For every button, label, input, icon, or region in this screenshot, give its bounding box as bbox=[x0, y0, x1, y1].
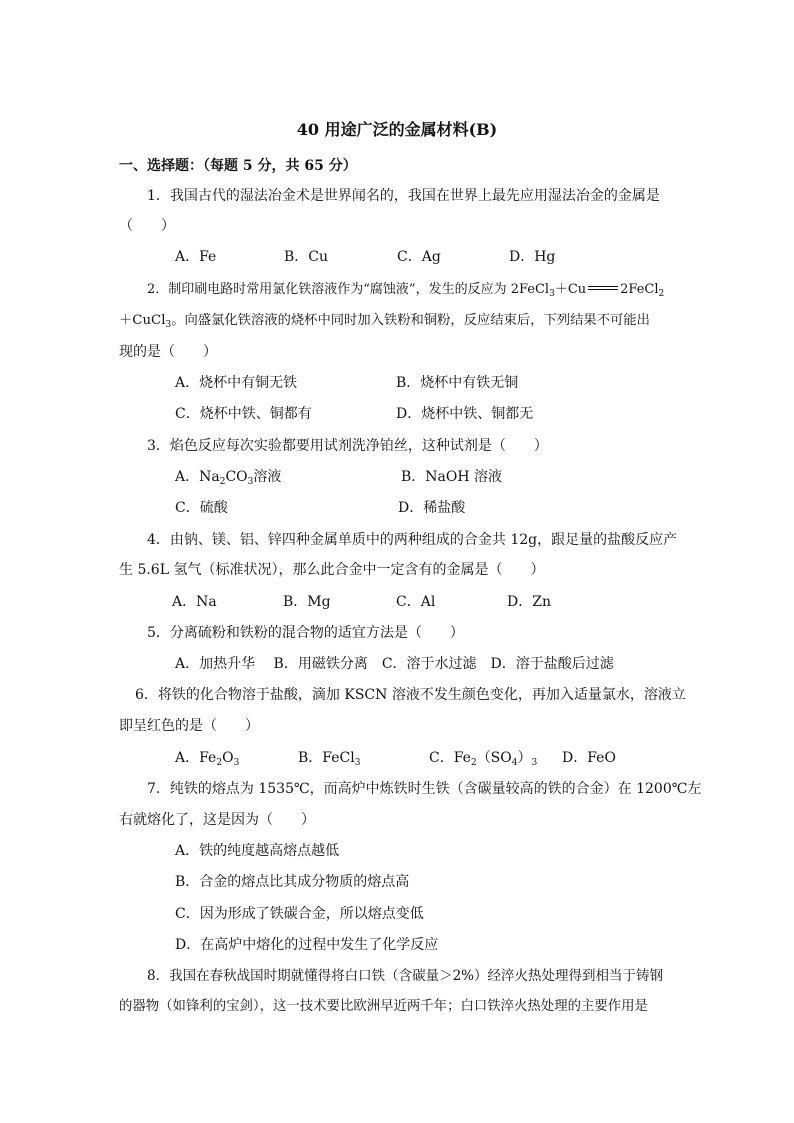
question-8-text-line1: 8．我国在春秋战国时期就懂得将白口铁（含碳量＞2%）经淬火热处理得到相当于铸钢 bbox=[147, 968, 664, 984]
question-1-option-b: B．Cu bbox=[284, 249, 329, 265]
question-1-option-c: C．Ag bbox=[397, 249, 441, 265]
question-8-text-line2: 的器物（如锋利的宝剑），这一技术要比欧洲早近两千年；白口铁淬火热处理的主要作用是 bbox=[119, 999, 648, 1014]
q6-option-part: O bbox=[222, 750, 234, 766]
q6-option-part: ） bbox=[517, 750, 532, 766]
q6-subscript: 3 bbox=[354, 758, 361, 768]
q2-text-part: 2FeCl bbox=[620, 282, 659, 297]
section-heading: 一、选择题：（每题 5 分，共 65 分） bbox=[119, 158, 357, 174]
question-4-option-b: B．Mg bbox=[283, 594, 331, 610]
q6-option-part: （SO bbox=[476, 750, 512, 766]
question-2-option-a: A．烧杯中有铜无铁 bbox=[175, 375, 298, 391]
q3-option-part: CO bbox=[225, 469, 248, 485]
question-4-option-a: A．Na bbox=[172, 594, 217, 610]
question-1-option-a: A．Fe bbox=[175, 249, 217, 265]
question-6-option-c bbox=[429, 748, 537, 768]
question-2-option-b: B．烧杯中有铁无铜 bbox=[396, 375, 519, 391]
equals-sign bbox=[588, 283, 618, 293]
q6-subscript: 2 bbox=[470, 758, 477, 768]
q3-option-part: A．Na bbox=[175, 469, 220, 485]
question-5-options: A．加热升华 B．用磁铁分离 C．溶于水过滤 D．溶于盐酸后过滤 bbox=[175, 656, 614, 672]
q2-text-part: ＋CuCl bbox=[119, 313, 166, 328]
q3-subscript: 3 bbox=[247, 477, 254, 487]
question-2-text-line3: 现的是（ ） bbox=[119, 344, 217, 360]
question-6-option-d: D．FeO bbox=[562, 750, 616, 766]
question-7-option-d: D．在高炉中熔化的过程中发生了化学反应 bbox=[175, 937, 439, 953]
question-7-text-line2: 右就熔化了，这是因为（ ） bbox=[119, 812, 315, 828]
question-1-text: 1．我国古代的湿法冶金术是世界闻名的，我国在世界上最先应用湿法冶金的金属是 bbox=[147, 188, 660, 204]
question-5-text: 5．分离硫粉和铁粉的混合物的适宜方法是（ ） bbox=[147, 625, 464, 641]
question-7-option-a: A．铁的纯度越高熔点越低 bbox=[175, 843, 340, 859]
question-7-text-line1: 7．纯铁的熔点为 1535℃，而高炉中炼铁时生铁（含碳量较高的铁的合金）在 1200℃左 bbox=[147, 781, 702, 797]
question-3-text: 3．焰色反应每次实验都要用试剂洗净铂丝，这种试剂是（ ） bbox=[147, 438, 548, 454]
q3-option-part: 溶液 bbox=[253, 469, 282, 485]
question-6-text-line1: 6．将铁的化合物溶于盐酸，滴加 KSCN 溶液不发生颜色变化，再加入适量氯水，溶液立 bbox=[135, 687, 686, 703]
question-4-option-d: D．Zn bbox=[507, 594, 551, 610]
page-title: 40 用途广泛的金属材料(B) bbox=[296, 120, 498, 139]
question-3-option-d: D．稀盐酸 bbox=[398, 500, 466, 516]
q6-subscript: 3 bbox=[233, 758, 240, 768]
question-6-option-a bbox=[175, 748, 239, 768]
question-1-option-d: D．Hg bbox=[509, 249, 556, 265]
question-6-text-line2: 即呈红色的是（ ） bbox=[119, 718, 259, 734]
q2-text-part: ＋Cu bbox=[554, 282, 587, 297]
question-3-option-c: C．硫酸 bbox=[175, 500, 228, 516]
q6-subscript: 3 bbox=[531, 758, 538, 768]
q2-text-part: 。向盛氯化铁溶液的烧杯中同时加入铁粉和铜粉，反应结束后，下列结果不可能出 bbox=[171, 313, 650, 328]
question-4-text-line1: 4．由钠、镁、铝、锌四种金属单质中的两种组成的合金共 12g，跟足量的盐酸反应产 bbox=[147, 532, 678, 548]
question-7-option-b: B．合金的熔点比其成分物质的熔点高 bbox=[175, 874, 410, 890]
q6-option-part: B．FeCl bbox=[298, 750, 355, 766]
q6-subscript: 4 bbox=[511, 758, 518, 768]
q2-text-part: 2．制印刷电路时常用氯化铁溶液作为“腐蚀液”，发生的反应为 2FeCl bbox=[147, 282, 550, 297]
question-1-bracket: （ ） bbox=[119, 218, 175, 234]
q3-subscript: 2 bbox=[219, 477, 226, 487]
question-2-text-line2 bbox=[119, 311, 650, 331]
question-2-text-line1 bbox=[147, 280, 664, 300]
q2-subscript: 2 bbox=[658, 289, 665, 299]
question-6-option-b bbox=[298, 748, 360, 768]
question-2-option-d: D．烧杯中铁、铜都无 bbox=[396, 406, 534, 422]
q6-option-part: C．Fe bbox=[429, 750, 471, 766]
question-3-option-a bbox=[175, 467, 281, 487]
q2-subscript: 3 bbox=[165, 320, 172, 330]
question-4-option-c: C．Al bbox=[396, 594, 436, 610]
question-7-option-c: C．因为形成了铁碳合金，所以熔点变低 bbox=[175, 906, 424, 922]
question-3-option-b: B．NaOH 溶液 bbox=[401, 469, 503, 485]
question-2-option-c: C．烧杯中铁、铜都有 bbox=[175, 406, 312, 422]
question-4-text-line2: 生 5.6L 氢气（标准状况），那么此合金中一定含有的金属是（ ） bbox=[119, 562, 545, 578]
q6-subscript: 2 bbox=[216, 758, 223, 768]
q2-subscript: 3 bbox=[549, 289, 555, 299]
q6-option-part: A．Fe bbox=[175, 750, 217, 766]
